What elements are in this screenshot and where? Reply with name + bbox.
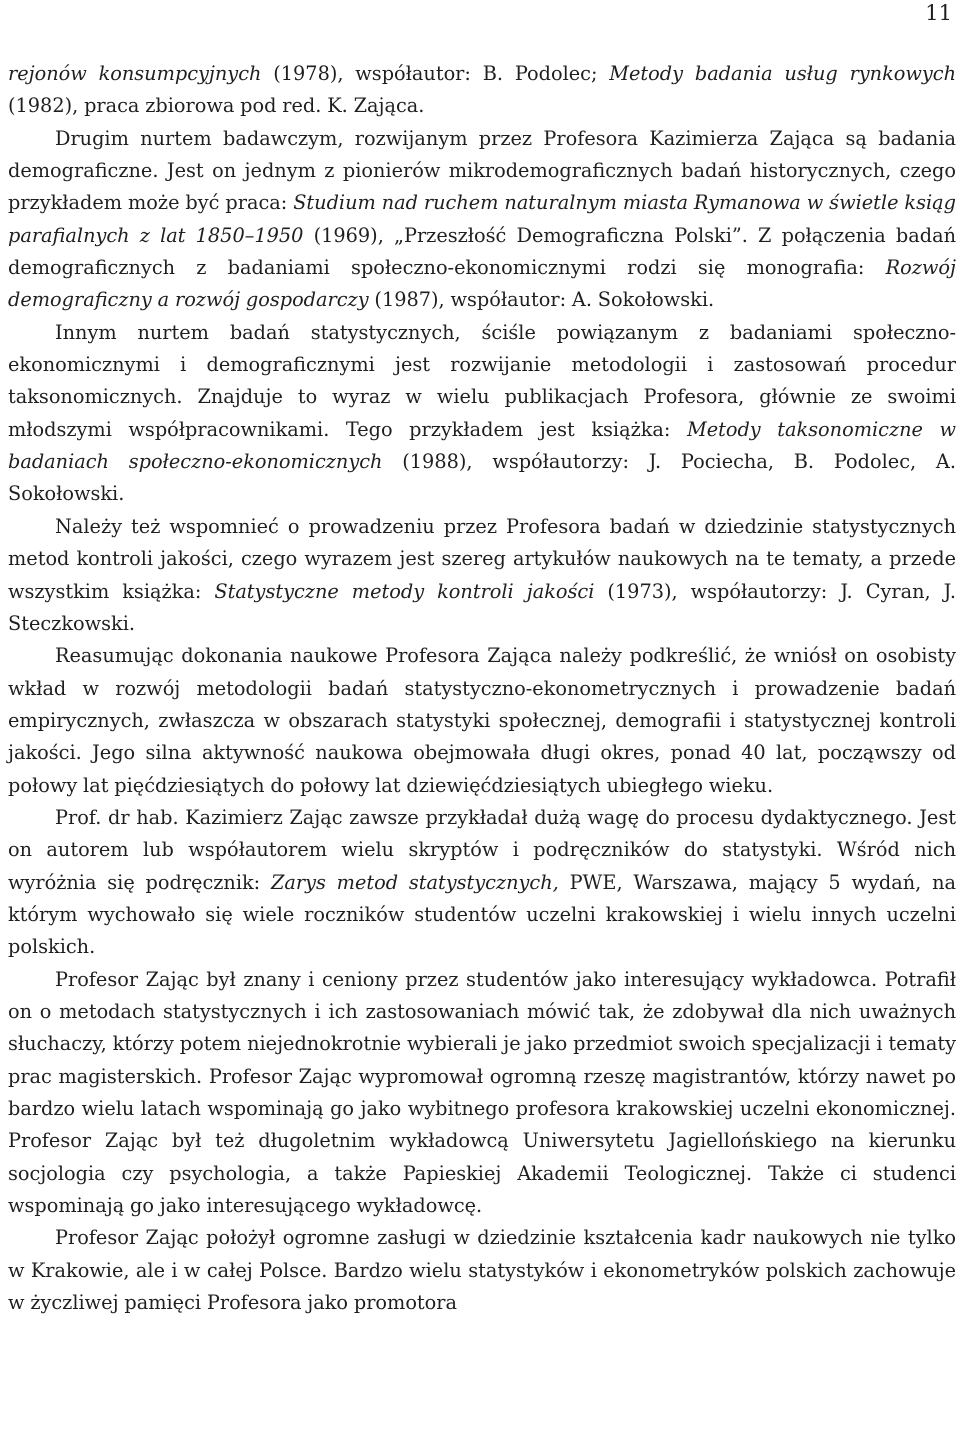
page-number: 11 [925, 1, 952, 25]
italic-title: Metody taksonomiczne w badaniach społeczno-ekonomicznych [8, 417, 956, 474]
paragraph-quality-control [8, 511, 956, 640]
text-run: Profesor Zając był znany i ceniony przez studentów jako interesujący wykładowca. Potrafił on o metodach statystycznych i ich zastosowaniach mówić tak, że zdobywał dla nich uważnych słuchaczy, którzy potem niejednokrotnie wybierali je jako przedmiot swoich specjalizacji i tematy prac magisterskich. Profesor Zając wypromował ogromną rzeszę magistrantów, którzy nawet po bardzo wielu latach wspominają go jako wybitnego profesora krakowskiej uczelni ekonomicznej. Profesor Zając był też długoletnim wykładowcą Uniwersytetu Jagiellońskiego na kierunku socjologia czy psychologia, a także Papieskiej Akademii Teologicznej. Także ci studenci wspominają go jako interesującego wykładowcę. [8, 967, 956, 1218]
text-run: (1978), współautor: B. Podolec; [261, 62, 610, 85]
text-run: Drugim nurtem badawczym, rozwijanym przez Profesora Kazimierza Zająca są badania demograficzne. Jest on jednym z pionierów mikrodemograficznych badań historycznych, czego przykładem może być praca: [8, 126, 956, 215]
italic-title: Rozwój demograficzny a rozwój gospodarczy [8, 256, 956, 312]
text-run: Należy też wspomnieć o prowadzeniu przez Profesora badań w dziedzinie statystycznych metod kontroli jakości, czego wyrazem jest szereg artykułów naukowych na te tematy, a przede wszystkim książka: [8, 514, 956, 603]
italic-title: Zarys metod statystycznych, [270, 870, 559, 894]
text-run: Innym nurtem badań statystycznych, ściśle powiązanym z badaniami społeczno-ekonomicznymi i demograficznymi jest rozwijanie metodologii i zastosowań procedur taksonomicznych. Znajduje to wyraz w wielu publikacjach Profesora, głównie ze swoimi młodszymi współpracownikami. Tego przykładem jest książka: [8, 320, 956, 441]
italic-title: Statystyczne metody kontroli jakości [214, 579, 595, 603]
text-run: (1987), współautor: A. Sokołowski. [368, 288, 715, 312]
text-run: (1982), praca zbiorowa pod red. K. Zająca. [8, 94, 425, 118]
body-text [8, 58, 956, 1319]
text-run: (1973), współautorzy: J. Cyran, J. Steczkowski. [8, 579, 956, 635]
text-run: Profesor Zając położył ogromne zasługi w dziedzinie kształcenia kadr naukowych nie tylko w Krakowie, ale i w całej Polsce. Bardzo wielu statystyków i ekonometryków polskich zachowuje w życzliwej pamięci Profesora jako promotora [8, 1226, 956, 1315]
paragraph-merits [8, 1222, 956, 1319]
text-run: (1988), współautorzy: J. Pociecha, B. Podolec, A. Sokołowski. [8, 450, 956, 506]
text-run: PWE, Warszawa, mający 5 wydań, na którym wychowało się wiele roczników studentów uczelni krakowskiej i wielu innych uczelni polskich. [8, 870, 956, 959]
italic-title: Studium nad ruchem naturalnym miasta Rymanowa w świetle ksiąg parafialnych z lat 1850–1950 [8, 191, 957, 247]
paragraph-summary [8, 640, 956, 802]
paragraph-continued [8, 58, 956, 123]
text-run: Reasumując dokonania naukowe Profesora Zająca należy podkreślić, że wniósł on osobisty wkład w rozwój metodologii badań statystyczno-ekonometrycznych i prowadzenie badań empirycznych, zwłaszcza w obszarach statystyki społecznej, demografii i statystycznej kontroli jakości. Jego silna aktywność naukowa obejmowała długi okres, ponad 40 lat, począwszy od połowy lat pięćdziesiątych do połowy lat dziewięćdziesiątych ubiegłego wieku. [8, 644, 956, 797]
paragraph-didactics [8, 802, 956, 964]
text-run: Prof. dr hab. Kazimierz Zając zawsze przykładał dużą wagę do procesu dydaktycznego. Jest on autorem lub współautorem wielu skryptów i podręczników do statystyki. Wśród nich wyróżnia się podręcznik: [8, 805, 956, 894]
italic-title: rejonów konsumpcyjnych [8, 62, 262, 85]
italic-title: Metody badania usług rynkowych [609, 62, 957, 85]
paragraph-demographic-research [8, 123, 956, 317]
paragraph-taxonomic-methods [8, 317, 956, 511]
paragraph-lecturer [8, 964, 956, 1223]
text-run: (1969), „Przeszłość Demograficzna Polski”. Z połączenia badań demograficznych z badaniami społeczno-ekonomicznymi rodzi się monografia: [8, 223, 956, 280]
